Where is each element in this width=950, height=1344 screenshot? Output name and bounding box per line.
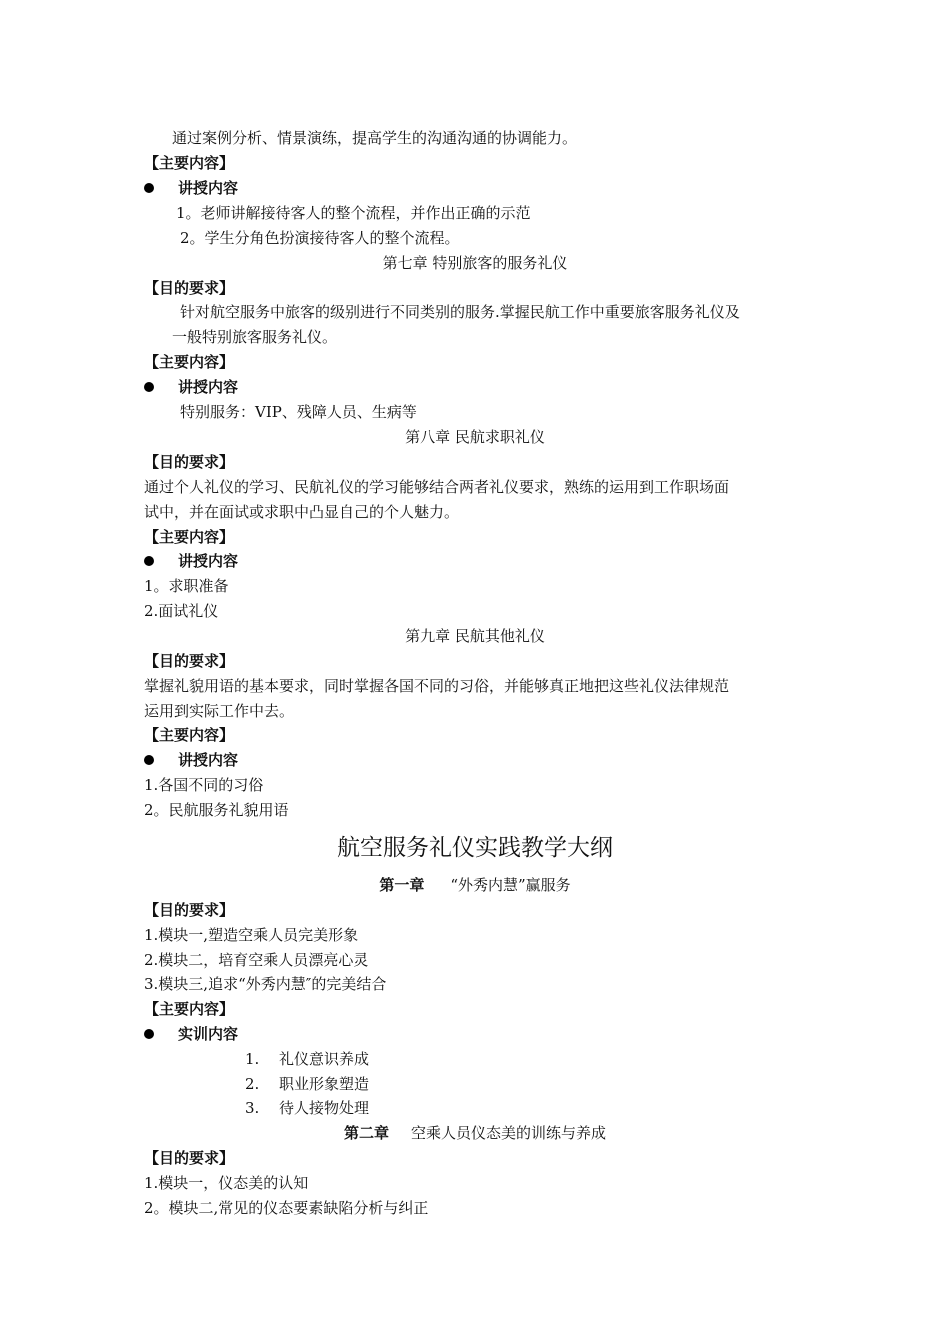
numbered-item: 3. 待人接物处理: [245, 1099, 370, 1117]
chapter-title: 第一章 “外秀内慧”赢服务: [379, 876, 571, 894]
list-item: 特别服务：VIP、残障人员、生病等: [180, 403, 417, 421]
bullet-icon: [144, 755, 154, 765]
bullet-item: 讲授内容: [144, 178, 238, 198]
bullet-icon: [144, 556, 154, 566]
paragraph-line: 运用到实际工作中去。: [144, 702, 295, 720]
list-item: 2.面试礼仪: [144, 602, 219, 620]
list-item: 2。民航服务礼貌用语: [144, 801, 289, 819]
bullet-item: 实训内容: [144, 1024, 238, 1044]
bullet-item: 讲授内容: [144, 377, 238, 397]
chapter-title: 第八章 民航求职礼仪: [405, 428, 545, 446]
bullet-icon: [144, 1029, 154, 1039]
goal-heading: 【目的要求】: [144, 1149, 235, 1167]
list-item: 1.各国不同的习俗: [144, 776, 264, 794]
list-item: 2。学生分角色扮演接待客人的整个流程。: [180, 229, 460, 247]
paragraph-line: 试中，并在面试或求职中凸显自己的个人魅力。: [144, 503, 460, 521]
goal-heading: 【目的要求】: [144, 901, 235, 919]
goal-heading: 【目的要求】: [144, 652, 235, 670]
chapter-title: 第七章 特别旅客的服务礼仪: [382, 254, 568, 272]
intro-text: 通过案例分析、情景演练，提高学生的沟通沟通的协调能力。: [172, 129, 578, 147]
list-item: 1。老师讲解接待客人的整个流程，并作出正确的示范: [176, 204, 531, 222]
paragraph-line: 掌握礼貌用语的基本要求，同时掌握各国不同的习俗，并能够真正地把这些礼仪法律规范: [144, 677, 730, 695]
content-heading: 【主要内容】: [144, 726, 235, 744]
chapter-title: 第二章 空乘人员仪态美的训练与养成: [343, 1124, 607, 1142]
content-heading: 【主要内容】: [144, 528, 235, 546]
paragraph-line: 针对航空服务中旅客的级别进行不同类别的服务.掌握民航工作中重要旅客服务礼仪及: [180, 303, 740, 321]
numbered-item: 1. 礼仪意识养成: [245, 1050, 370, 1068]
chapter-title: 第九章 民航其他礼仪: [405, 627, 545, 645]
content-heading: 【主要内容】: [144, 154, 235, 172]
list-item: 1。求职准备: [144, 577, 229, 595]
content-heading: 【主要内容】: [144, 1000, 235, 1018]
content-heading: 【主要内容】: [144, 353, 235, 371]
paragraph-line: 通过个人礼仪的学习、民航礼仪的学习能够结合两者礼仪要求，熟练的运用到工作职场面: [144, 478, 730, 496]
document-title: 航空服务礼仪实践教学大纲: [337, 835, 613, 861]
bullet-icon: [144, 183, 154, 193]
bullet-icon: [144, 382, 154, 392]
list-item: 1.模块一，仪态美的认知: [144, 1174, 309, 1192]
bullet-item: 讲授内容: [144, 551, 238, 571]
goal-heading: 【目的要求】: [144, 453, 235, 471]
list-item: 2.模块二，培育空乘人员漂亮心灵: [144, 951, 369, 969]
paragraph-line: 一般特别旅客服务礼仪。: [172, 328, 338, 346]
list-item: 3.模块三,追求“外秀内慧″的完美结合: [144, 975, 387, 993]
bullet-item: 讲授内容: [144, 750, 238, 770]
list-item: 1.模块一,塑造空乘人员完美形象: [144, 926, 359, 944]
goal-heading: 【目的要求】: [144, 279, 235, 297]
numbered-item: 2. 职业形象塑造: [245, 1075, 370, 1093]
list-item: 2。模块二,常见的仪态要素缺陷分析与纠正: [144, 1199, 429, 1217]
